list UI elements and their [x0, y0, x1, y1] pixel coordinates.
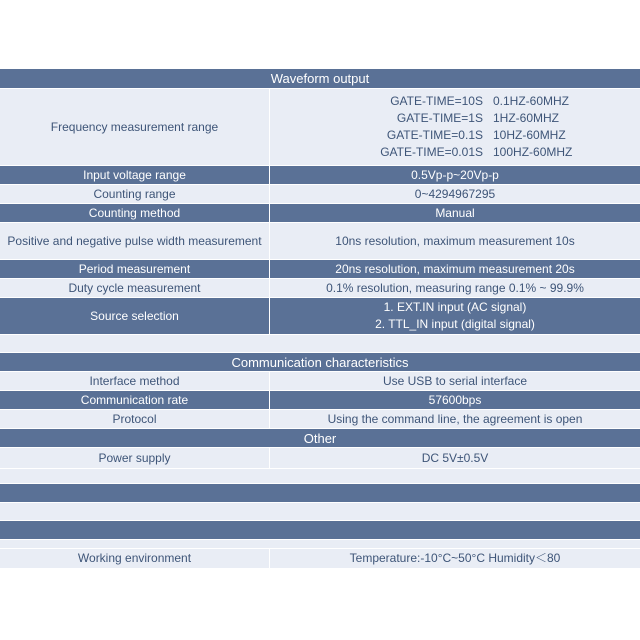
- section-header-other: [0, 429, 640, 448]
- gate-range: 10HZ-60MHZ: [493, 128, 566, 142]
- row-label: Interface method: [0, 372, 270, 390]
- gate-time: GATE-TIME=1S: [396, 111, 483, 125]
- frequency-values: [270, 89, 640, 165]
- row-counting-range: [0, 185, 640, 204]
- source-option: 1. EXT.IN input (AC signal): [383, 300, 527, 314]
- row-working-environment: [0, 549, 640, 569]
- row-label: Working environment: [0, 549, 270, 568]
- gate-line: [368, 93, 628, 110]
- row-duty-cycle: [0, 279, 640, 298]
- row-value: 57600bps: [428, 392, 482, 407]
- row-value: Temperature:-10°C~50°C Humidity＜80: [349, 551, 561, 565]
- section-title: Communication characteristics: [231, 354, 409, 370]
- source-values: [270, 298, 640, 334]
- row-value: 10ns resolution, maximum measurement 10s: [335, 233, 575, 248]
- gate-time: GATE-TIME=0.1S: [386, 128, 483, 142]
- gate-range: 0.1HZ-60MHZ: [493, 94, 570, 108]
- row-label: Counting range: [0, 185, 270, 203]
- row-input-voltage: [0, 166, 640, 185]
- gate-line: [368, 144, 628, 161]
- row-source-selection: [0, 298, 640, 335]
- gate-time: GATE-TIME=10S: [390, 94, 483, 108]
- section-header-waveform: [0, 69, 640, 89]
- source-option: 2. TTL_IN input (digital signal): [375, 317, 535, 331]
- row-label: Frequency measurement range: [0, 89, 270, 165]
- section-title: Waveform output: [270, 71, 370, 86]
- row-counting-method: [0, 204, 640, 223]
- spacer-row: [0, 521, 640, 540]
- row-period: [0, 260, 640, 279]
- row-communication-rate: [0, 391, 640, 410]
- gate-line: [368, 110, 628, 127]
- row-value: 20ns resolution, maximum measurement 20s: [335, 261, 575, 276]
- row-label: Source selection: [0, 298, 270, 334]
- row-value: 0~4294967295: [414, 186, 496, 201]
- row-label: Duty cycle measurement: [0, 279, 270, 297]
- row-label: Input voltage range: [0, 166, 270, 184]
- spacer-row: [0, 540, 640, 549]
- gate-range: 1HZ-60MHZ: [493, 111, 560, 125]
- spacer-row: [0, 469, 640, 484]
- row-frequency-range: [0, 89, 640, 166]
- gate-time: GATE-TIME=0.01S: [380, 145, 483, 159]
- row-value: Use USB to serial interface: [382, 373, 528, 388]
- row-protocol: [0, 410, 640, 429]
- spacer-row: [0, 335, 640, 353]
- spacer-row: [0, 503, 640, 521]
- row-label: Communication rate: [0, 391, 270, 409]
- gate-range: 100HZ-60MHZ: [493, 145, 573, 159]
- row-label: Power supply: [0, 448, 270, 468]
- row-power-supply: [0, 448, 640, 469]
- gate-line: [368, 127, 628, 144]
- row-pulse-width: [0, 223, 640, 260]
- row-value: DC 5V±0.5V: [421, 450, 489, 465]
- row-value: Manual: [435, 205, 475, 220]
- spacer-row: [0, 484, 640, 503]
- row-value: 0.5Vp-p~20Vp-p: [411, 167, 499, 182]
- section-header-communication: [0, 353, 640, 372]
- row-interface-method: [0, 372, 640, 391]
- row-label: Protocol: [0, 410, 270, 428]
- row-label: Counting method: [0, 204, 270, 222]
- row-label: Period measurement: [0, 260, 270, 278]
- row-label: Positive and negative pulse width measurement: [0, 223, 270, 259]
- spec-table: [0, 69, 640, 569]
- row-value: Using the command line, the agreement is open: [327, 411, 583, 426]
- section-title: Other: [303, 430, 337, 446]
- row-value: 0.1% resolution, measuring range 0.1% ~ 99.9%: [326, 280, 584, 295]
